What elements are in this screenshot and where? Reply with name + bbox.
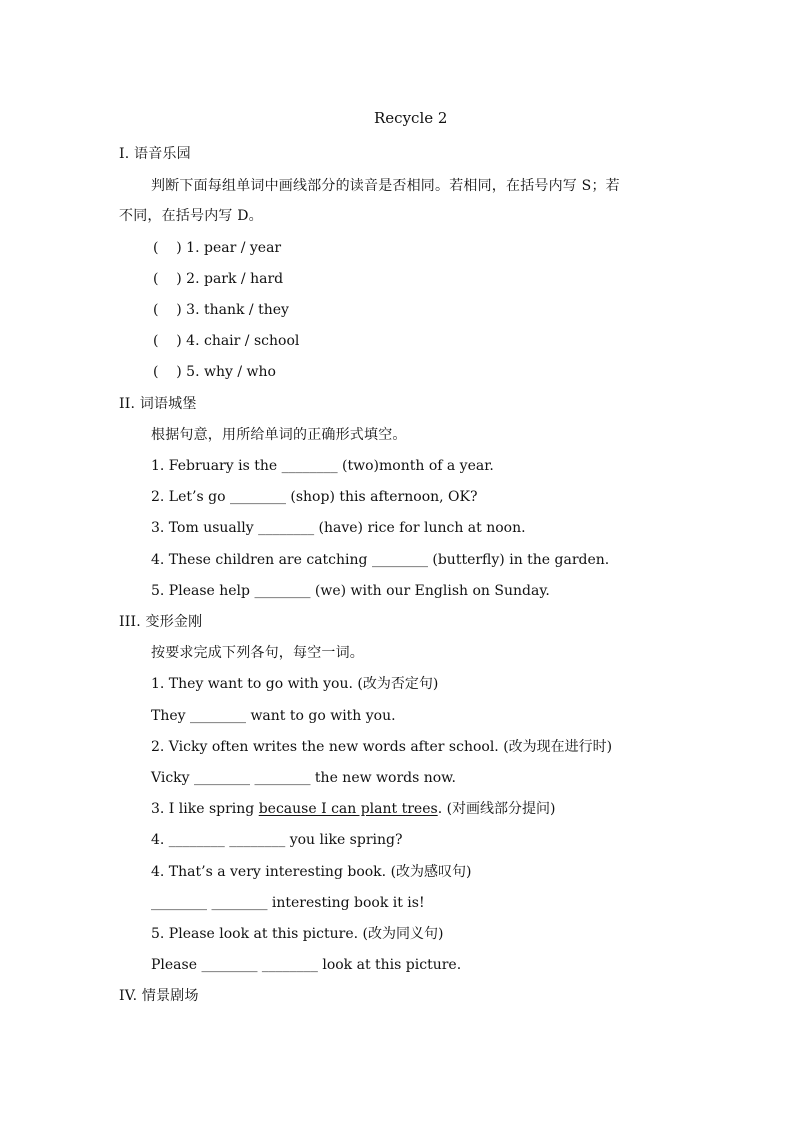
- section-3-question-4: 4. That’s a very interesting book. (改为感叹句): [151, 864, 472, 880]
- section-2-heading: II. 词语城堡: [119, 396, 197, 412]
- section-1-instruction-line-1: 判断下面每组单词中画线部分的读音是否相同。若相同，在括号内写 S；若: [151, 178, 620, 194]
- section-3-answer-5: Please ________ ________ look at this picture.: [151, 957, 462, 973]
- section-1-item-2: ( ) 2. park / hard: [153, 271, 284, 287]
- section-2-item-5: 5. Please help ________ (we) with our English on Sunday.: [151, 583, 550, 599]
- question-3-prefix: 3. I like spring: [151, 801, 259, 817]
- section-3-instruction: 按要求完成下列各句，每空一词。: [151, 645, 364, 661]
- question-3-suffix: . (对画线部分提问): [437, 801, 556, 817]
- section-3-question-3: [151, 800, 556, 818]
- section-3-heading: III. 变形金刚: [119, 614, 203, 630]
- section-1-heading: I. 语音乐园: [119, 146, 191, 162]
- section-3-answer-3: 4. ________ ________ you like spring?: [151, 832, 403, 848]
- question-3-underlined-part: because I can plant trees: [258, 801, 438, 817]
- section-3-answer-4: ________ ________ interesting book it is!: [151, 895, 425, 911]
- section-2-item-4: 4. These children are catching ________ (butterfly) in the garden.: [151, 552, 610, 568]
- section-1-item-4: ( ) 4. chair / school: [153, 333, 300, 349]
- section-3-answer-1: They ________ want to go with you.: [151, 708, 396, 724]
- section-1-item-3: ( ) 3. thank / they: [153, 302, 289, 318]
- section-2-instruction: 根据句意，用所给单词的正确形式填空。: [151, 427, 407, 443]
- section-4-heading: IV. 情景剧场: [119, 988, 199, 1004]
- page-title: Recycle 2: [374, 109, 448, 127]
- section-2-item-3: 3. Tom usually ________ (have) rice for lunch at noon.: [151, 520, 526, 536]
- section-2-item-1: 1. February is the ________ (two)month of a year.: [151, 458, 494, 474]
- section-3-question-2: 2. Vicky often writes the new words after school. (改为现在进行时): [151, 739, 613, 755]
- section-3-answer-2: Vicky ________ ________ the new words now.: [151, 770, 456, 786]
- section-1-instruction-line-2: 不同，在括号内写 D。: [119, 208, 263, 224]
- section-3-question-1: 1. They want to go with you. (改为否定句): [151, 676, 439, 692]
- section-1-item-5: ( ) 5. why / who: [153, 364, 276, 380]
- section-1-item-1: ( ) 1. pear / year: [153, 240, 282, 256]
- section-3-question-5: 5. Please look at this picture. (改为同义句): [151, 926, 444, 942]
- section-2-item-2: 2. Let’s go ________ (shop) this afternoon, OK?: [151, 489, 478, 505]
